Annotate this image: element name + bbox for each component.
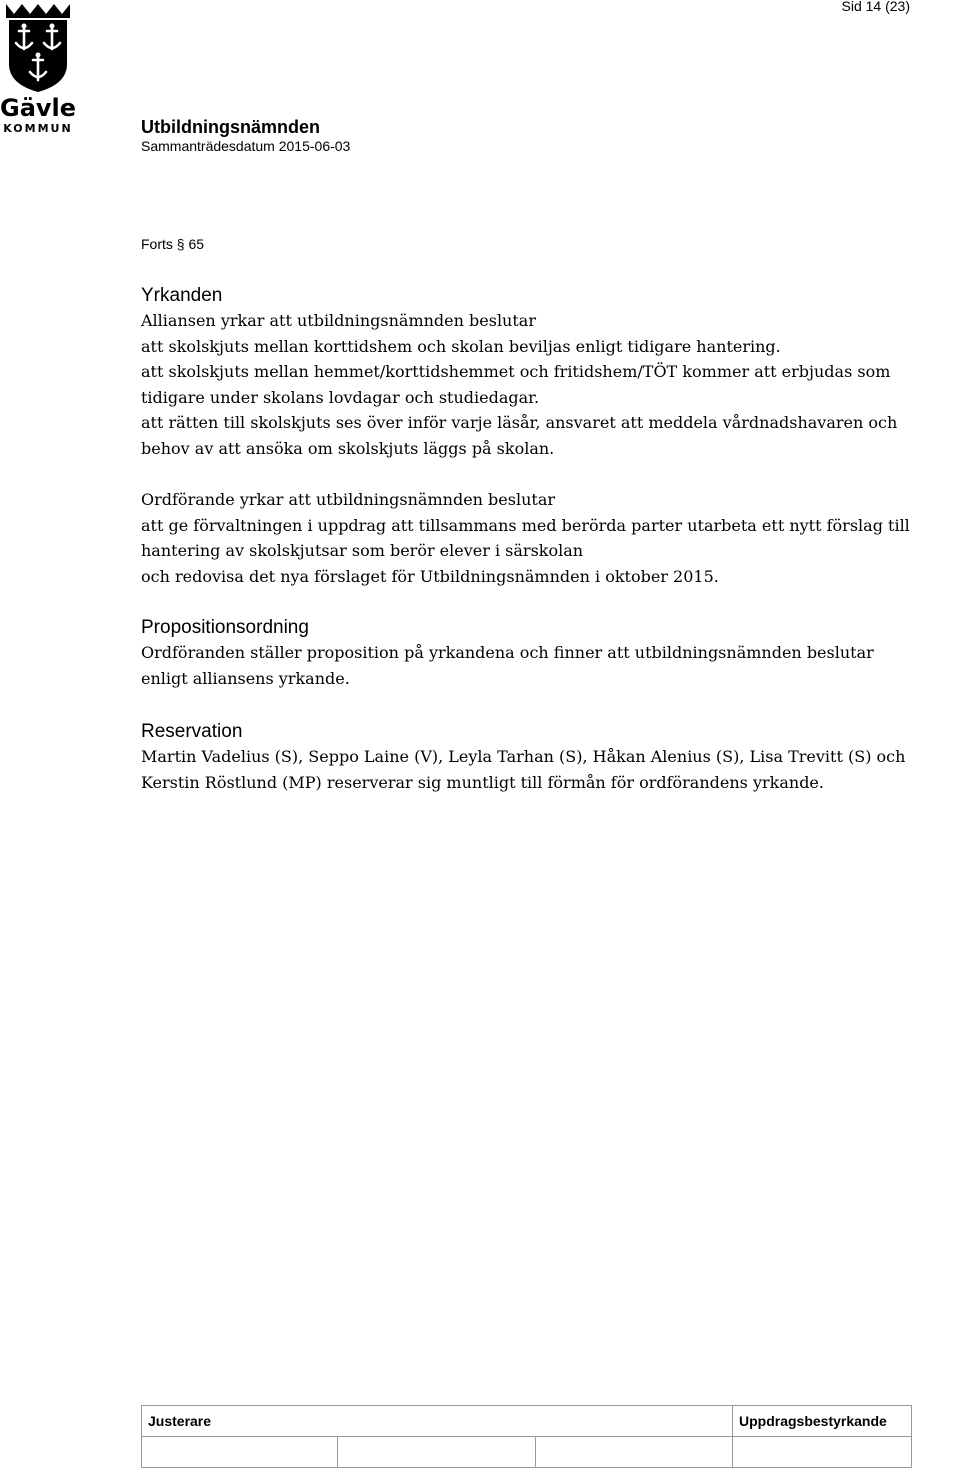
coat-of-arms-icon — [0, 0, 76, 96]
ordforande-motion-section — [141, 487, 921, 589]
logo-wordmark: Gävle — [0, 94, 77, 122]
yrkanden-section — [141, 284, 921, 461]
page-number: Sid 14 (23) — [841, 0, 910, 14]
signature-cell — [535, 1437, 732, 1468]
gavle-kommun-logo — [0, 0, 76, 140]
signature-cell — [733, 1437, 912, 1468]
signature-table — [141, 1405, 912, 1468]
propositionsordning-text: Ordföranden ställer proposition på yrkandena och finner att utbildningsnämnden beslutar enligt alliansens yrkande. — [141, 643, 874, 688]
reservation-heading: Reservation — [141, 721, 243, 742]
section-reference: Forts § 65 — [141, 236, 205, 252]
justerare-label: Justerare — [142, 1406, 733, 1437]
propositionsordning-section — [141, 616, 921, 691]
logo-subtitle: KOMMUN — [3, 122, 73, 135]
meeting-date: Sammanträdesdatum 2015-06-03 — [141, 138, 351, 154]
uppdragsbestyrkande-label: Uppdragsbestyrkande — [733, 1406, 912, 1437]
yrkanden-heading: Yrkanden — [141, 285, 223, 306]
reservation-text: Martin Vadelius (S), Seppo Laine (V), Leyla Tarhan (S), Håkan Alenius (S), Lisa Trevitt (S) och Kerstin Röstlund (MP) reserverar sig muntligt till förmån för ordförandens yrkande. — [141, 747, 906, 792]
ordforande-motion-text: Ordförande yrkar att utbildningsnämnden beslutar att ge förvaltningen i uppdrag att tillsammans med berörda parter utarbeta ett nytt förslag till hantering av skolskjutsar som berör elever i särskolan och redovisa det nya förslaget för Utbildningsnämnden i oktober 2015. — [141, 490, 910, 586]
signature-cell — [142, 1437, 338, 1468]
alliansen-motion-text: Alliansen yrkar att utbildningsnämnden beslutar att skolskjuts mellan korttidshem och skolan beviljas enligt tidigare hantering. att skolskjuts mellan hemmet/korttidshemmet och fritidshem/TÖT kommer att erbjudas som tidigare under skolans lovdagar och studiedagar. att rätten till skolskjuts ses över inför varje läsår, ansvaret att meddela vårdnadshavaren och behov av att ansöka om skolskjuts läggs på skolan. — [141, 311, 898, 458]
reservation-section — [141, 720, 921, 795]
signature-cell — [338, 1437, 535, 1468]
committee-title: Utbildningsnämnden — [141, 117, 320, 137]
propositionsordning-heading: Propositionsordning — [141, 617, 309, 638]
